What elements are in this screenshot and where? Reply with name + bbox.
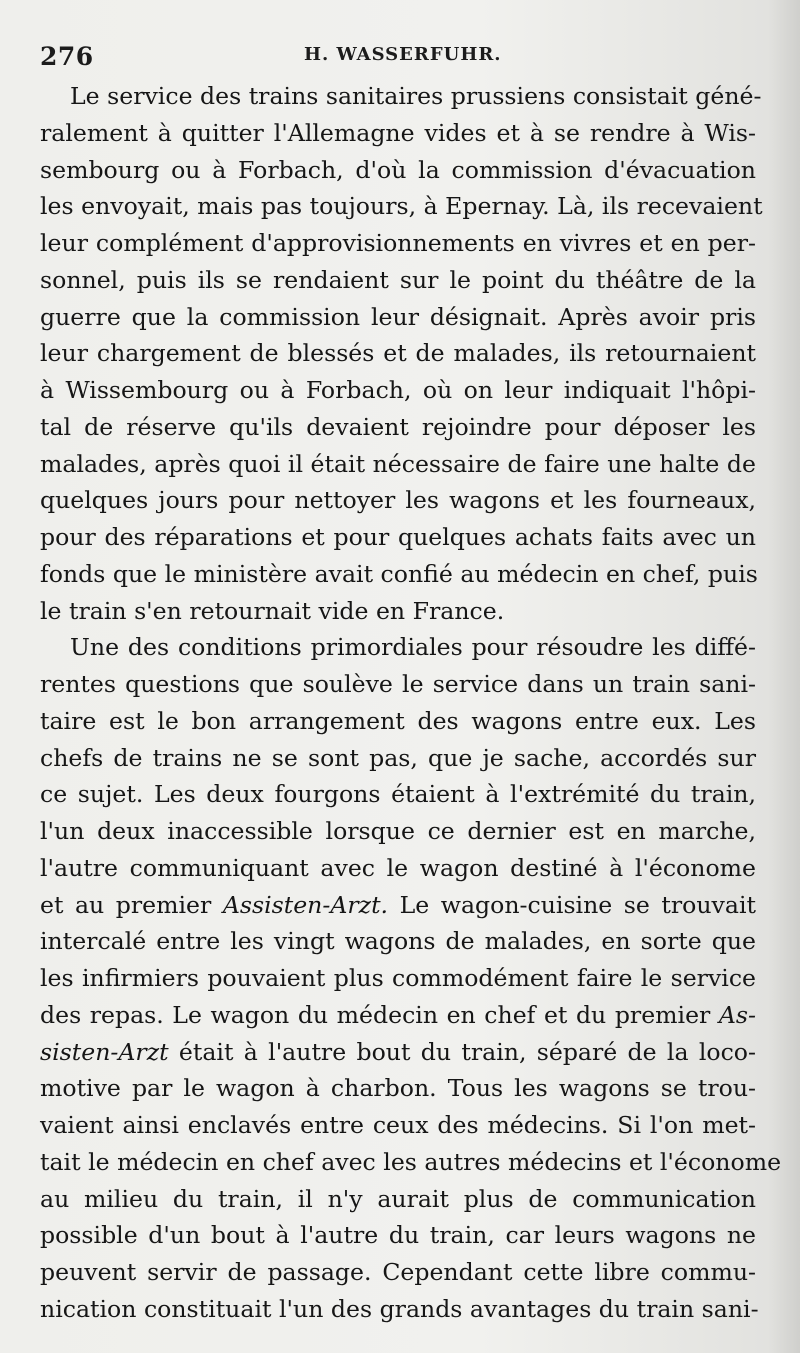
- text-run: était à l'autre bout du train, séparé de la loco-: [168, 1037, 756, 1066]
- text-run: et au premier: [40, 890, 223, 919]
- text-line: guerre que la commission leur désignait. Après avoir pris: [40, 302, 756, 331]
- text-line: peuvent servir de passage. Cependant cette libre commu-: [40, 1258, 756, 1286]
- text-line: ce sujet. Les deux fourgons étaient à l'extrémité du train,: [40, 780, 756, 809]
- text-line: pour des réparations et pour quelques achats faits avec un: [40, 523, 756, 551]
- text-line: le train s'en retournait vide en France.: [40, 596, 505, 625]
- text-line: [40, 887, 756, 924]
- text-line: Le service des trains sanitaires prussiens consistait géné-: [70, 82, 762, 110]
- text-line: Une des conditions primordiales pour résoudre les diffé-: [70, 633, 756, 662]
- text-run: Le wagon-cuisine se trouvait: [388, 890, 756, 919]
- text-line: tal de réserve qu'ils devaient rejoindre pour déposer les: [40, 412, 756, 441]
- text-line: leur chargement de blessés et de malades, ils retournaient: [40, 339, 756, 368]
- text-line: sonnel, puis ils se rendaient sur le point du théâtre de la: [40, 265, 756, 294]
- text-line: [40, 1034, 756, 1071]
- text-line: intercalé entre les vingt wagons de malades, en sorte que: [40, 927, 756, 956]
- text-line: les infirmiers pouvaient plus commodément faire le service: [40, 964, 756, 992]
- text-line: fonds que le ministère avait confié au médecin en chef, puis: [40, 559, 758, 588]
- italic-run: As-: [718, 1000, 756, 1029]
- text-line: motive par le wagon à charbon. Tous les wagons se trou-: [40, 1074, 756, 1103]
- text-line: chefs de trains ne se sont pas, que je sache, accordés sur: [40, 743, 756, 772]
- text-line: malades, après quoi il était nécessaire de faire une halte de: [40, 449, 756, 478]
- text-line: leur complément d'approvisionnements en vivres et en per-: [40, 229, 756, 257]
- text-line: quelques jours pour nettoyer les wagons et les fourneaux,: [40, 486, 756, 515]
- text-line: l'un deux inaccessible lorsque ce dernier est en marche,: [40, 817, 756, 845]
- text-run: des repas. Le wagon du médecin en chef et du premier: [40, 1000, 719, 1029]
- text-line: taire est le bon arrangement des wagons entre eux. Les: [40, 706, 756, 735]
- text-line: les envoyait, mais pas toujours, à Epernay. Là, ils recevaient: [40, 192, 763, 221]
- text-line: l'autre communiquant avec le wagon destiné à l'économe: [40, 853, 756, 882]
- paragraph: [40, 78, 763, 629]
- text-line: rentes questions que soulève le service dans un train sani-: [40, 670, 756, 698]
- text-line: vaient ainsi enclavés entre ceux des médecins. Si l'on met-: [40, 1111, 756, 1139]
- text-line: tait le médecin en chef avec les autres médecins et l'économe: [40, 1147, 782, 1176]
- page-number: 276: [40, 42, 94, 71]
- text-line: à Wissembourg ou à Forbach, où on leur indiquait l'hôpi-: [40, 376, 756, 404]
- text-line: nication constituait l'un des grands avantages du train sani-: [40, 1294, 759, 1323]
- italic-run: sisten-Arzt: [40, 1037, 169, 1066]
- italic-run: Assisten-Arzt.: [222, 890, 389, 919]
- text-line: ralement à quitter l'Allemagne vides et à se rendre à Wis-: [40, 118, 756, 147]
- body-text: [40, 78, 782, 1328]
- page-header: [36, 34, 766, 74]
- text-line: [40, 997, 756, 1034]
- text-line: possible d'un bout à l'autre du train, car leurs wagons ne: [40, 1221, 756, 1250]
- running-head: H. WASSERFUHR.: [304, 44, 502, 65]
- paragraph: [40, 629, 782, 1327]
- text-line: sembourg ou à Forbach, d'où la commission d'évacuation: [40, 155, 756, 184]
- text-line: au milieu du train, il n'y aurait plus de communication: [40, 1184, 756, 1213]
